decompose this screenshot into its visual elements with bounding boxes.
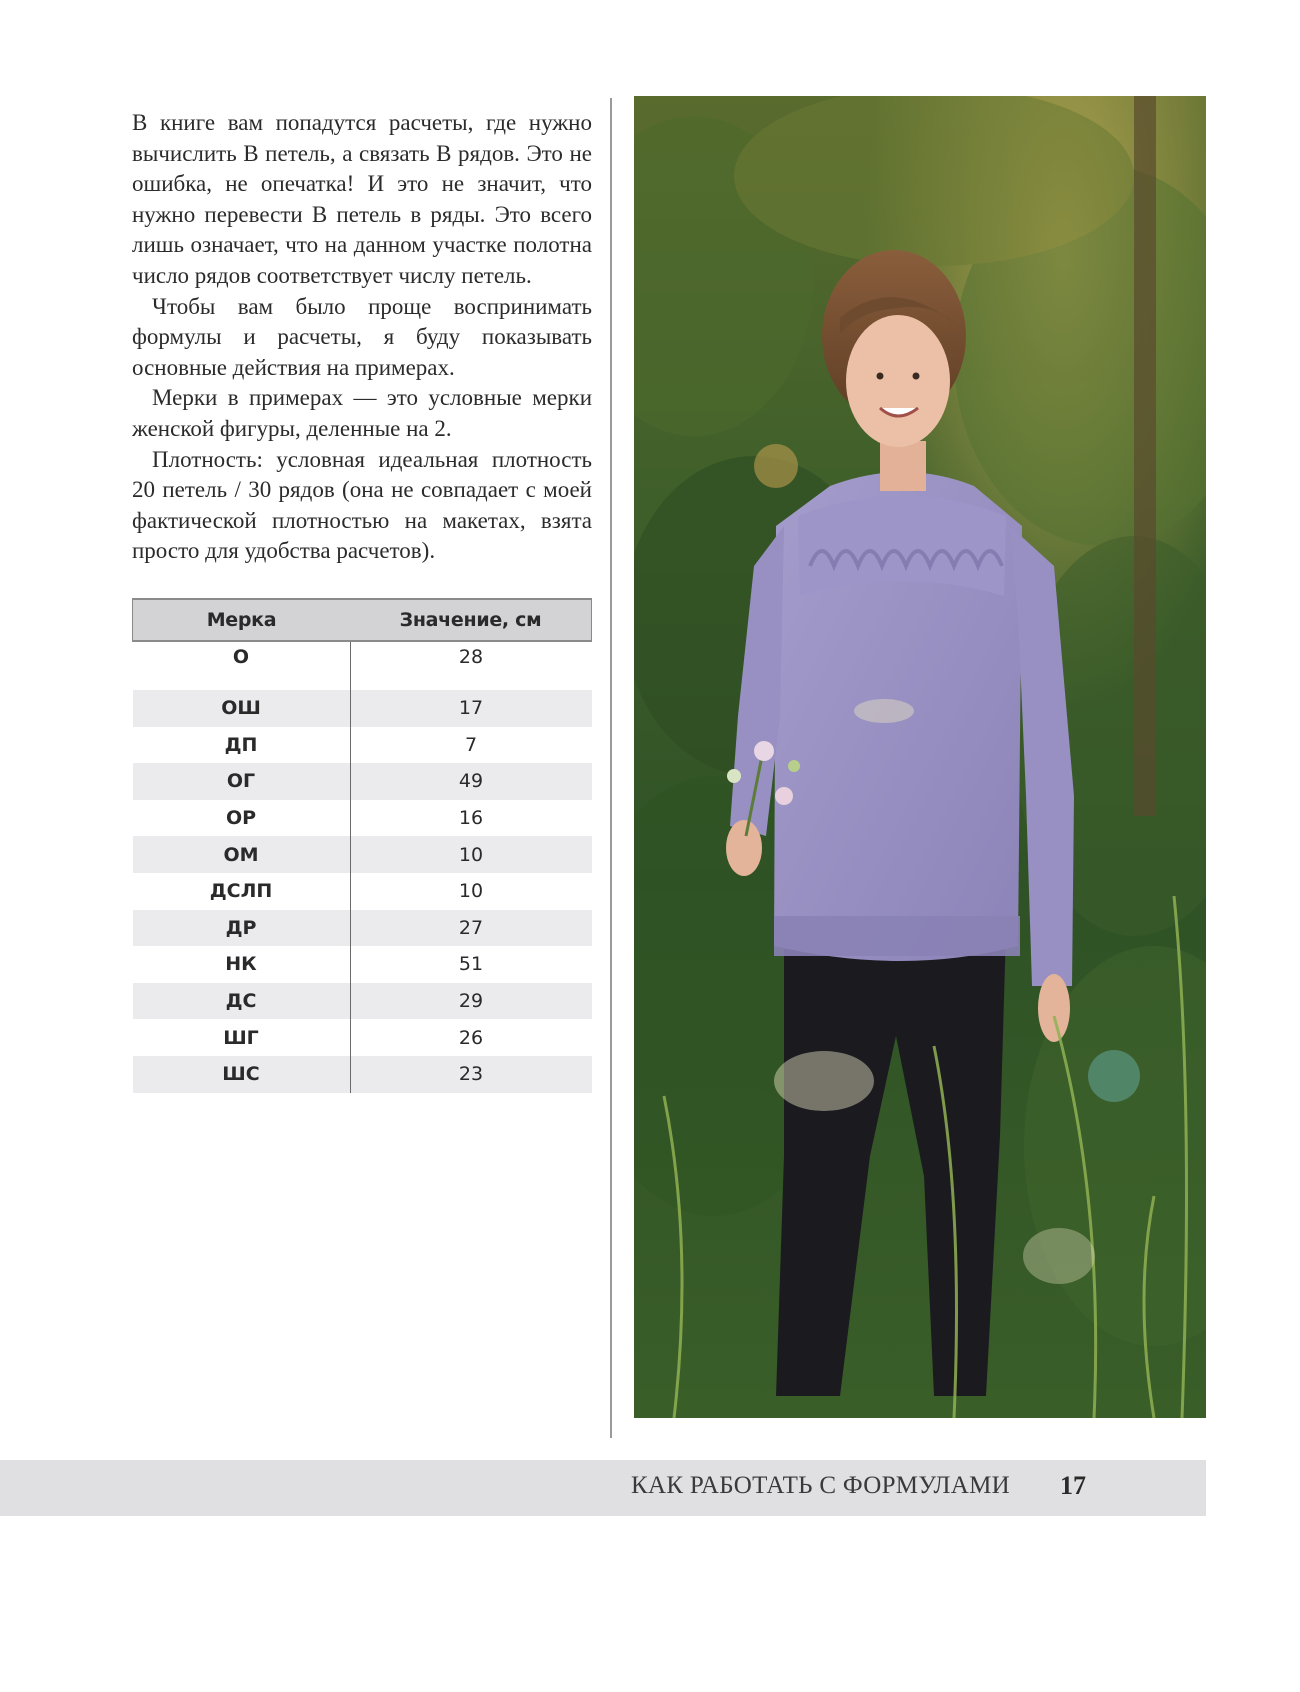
measurements-table <box>132 598 592 1093</box>
chapter-title: КАК РАБОТАТЬ С ФОРМУЛАМИ <box>631 1472 1010 1499</box>
table-row <box>133 690 592 727</box>
row-key: ШГ <box>133 1019 351 1056</box>
eye-left <box>877 373 884 380</box>
photo-girl-in-sweater <box>634 96 1206 1418</box>
row-value: 16 <box>458 807 484 830</box>
row-value: 26 <box>458 1026 484 1049</box>
left-hand <box>726 820 762 876</box>
table-row <box>133 800 592 837</box>
column-divider <box>610 98 612 1438</box>
row-key: ДР <box>133 910 351 947</box>
row-value: 23 <box>350 1056 592 1093</box>
header-measure: Мерка <box>133 599 351 641</box>
row-key: ОМ <box>133 836 351 873</box>
paragraph-gauge: Плотность: условная идеальная плотность 20 петель / 30 рядов (она не совпадает с моей фактической плотностью на макетах, взята просто для удобства расчетов). <box>132 446 592 564</box>
table-row <box>133 763 592 800</box>
row-value: 17 <box>350 690 592 727</box>
neck <box>880 441 926 491</box>
row-key: НК <box>133 946 351 983</box>
row-key: ОР <box>133 800 351 837</box>
photo-illustration <box>634 96 1206 1418</box>
row-value: 10 <box>350 836 592 873</box>
row-key: ДС <box>133 983 351 1020</box>
row-value: 28 <box>458 646 484 668</box>
face <box>846 315 950 447</box>
row-key: ОШ <box>133 690 351 727</box>
blurred-blossom <box>774 1051 874 1111</box>
row-key: ШС <box>133 1056 351 1093</box>
row-value: 7 <box>464 733 478 756</box>
table-row <box>133 836 592 873</box>
page-number: 17 <box>1060 1471 1086 1500</box>
table-row <box>133 1019 592 1056</box>
row-value: 29 <box>350 983 592 1020</box>
sweater-hem <box>774 916 1020 956</box>
paragraph-examples: Чтобы вам было проще воспринимать формулы и расчеты, я буду показывать основные действия на примерах. <box>132 293 592 380</box>
table-row <box>133 873 592 910</box>
eye-right <box>913 373 920 380</box>
table-row <box>133 910 592 947</box>
row-key: ДСЛП <box>133 873 351 910</box>
header-value: Значение, см <box>350 599 592 641</box>
table-header-row <box>133 599 592 641</box>
row-value: 27 <box>350 910 592 947</box>
right-hand <box>1038 974 1070 1042</box>
sweater-yoke <box>798 496 1006 596</box>
table-row <box>133 641 592 690</box>
blurred-blossom <box>854 699 914 723</box>
tree-trunk <box>1134 96 1156 816</box>
row-value: 49 <box>350 763 592 800</box>
body-text <box>132 108 592 567</box>
table-row <box>133 727 592 764</box>
page-footer <box>0 1460 1206 1516</box>
bokeh-light <box>1088 1050 1140 1102</box>
row-key: ОГ <box>133 763 351 800</box>
row-key: О <box>133 641 351 690</box>
blurred-blossom <box>1023 1228 1095 1284</box>
paragraph-measures: Мерки в примерах — это условные мерки женской фигуры, деленные на 2. <box>132 385 592 441</box>
table-row <box>133 1056 592 1093</box>
row-value: 51 <box>458 953 484 976</box>
table-row <box>133 983 592 1020</box>
table-row <box>133 946 592 983</box>
row-value: 10 <box>458 880 484 903</box>
row-key: ДП <box>133 727 351 764</box>
paragraph-calculations: В книге вам попадутся расчеты, где нужно вычислить В петель, а связать В рядов. Это не ошибка, не опечатка! И это не значит, что нужно перевести В петель в ряды. Это всего лишь означает, что на данном участке полотна число рядов соответствует числу петель. <box>132 110 592 288</box>
bokeh-light <box>754 444 798 488</box>
